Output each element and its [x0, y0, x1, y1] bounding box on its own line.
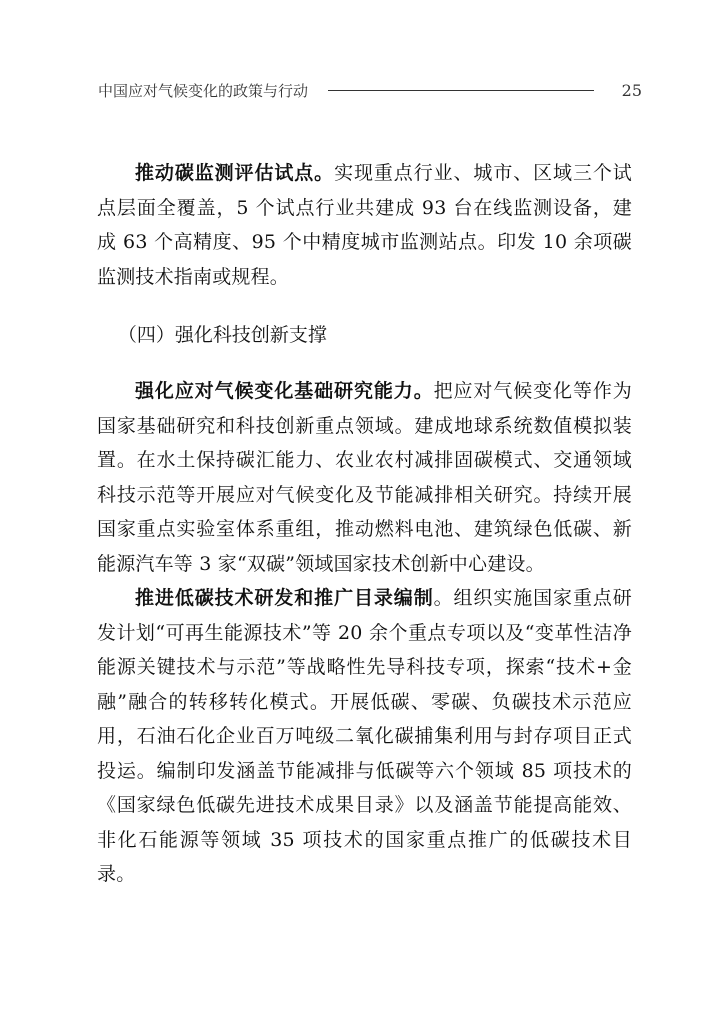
paragraph-low-carbon-tech [97, 581, 632, 892]
running-header-title: 中国应对气候变化的政策与行动 [98, 81, 309, 100]
paragraph-body: 把应对气候变化等作为国家基础研究和科技创新重点领域。建成地球系统数值模拟装置。在水土保持碳汇能力、农业农村减排固碳模式、交通领域科技示范等开展应对气候变化及节能减排相关研究。持续开展国家重点实验室体系重组，推动燃料电池、建筑绿色低碳、新能源汽车等 3 家“双碳”领域国家技术创新中心建设。 [97, 380, 632, 575]
paragraph-lead: 推动碳监测评估试点。 [135, 162, 335, 184]
page-body [97, 156, 632, 892]
paragraph-basic-research [97, 374, 632, 581]
running-header [98, 78, 642, 102]
paragraph-body: 。组织实施国家重点研发计划“可再生能源技术”等 20 余个重点专项以及“变革性洁净能源关键技术与示范”等战略性先导科技专项，探索“技术+金融”融合的转移转化模式。开展低碳、零碳、负碳技术示范应用，石油石化企业百万吨级二氧化碳捕集利用与封存项目正式投运。编制印发涵盖节能减排与低碳等六个领域 85 项技术的《国家绿色低碳先进技术成果目录》以及涵盖节能提高能效、非化石能源等领域 35 项技术的国家重点推广的低碳技术目录。 [97, 587, 632, 885]
section-heading: （四）强化科技创新支撑 [117, 324, 327, 346]
paragraph-lead: 推进低碳技术研发和推广目录编制 [135, 587, 434, 609]
paragraph-carbon-monitoring [97, 156, 632, 294]
paragraph-body: 实现重点行业、城市、区域三个试点层面全覆盖，5 个试点行业共建成 93 台在线监测设备，建成 63 个高精度、95 个中精度城市监测站点。印发 10 余项碳监测技术指南或规程。 [97, 162, 632, 288]
page-number: 25 [621, 80, 642, 100]
header-rule [328, 90, 594, 91]
paragraph-lead: 强化应对气候变化基础研究能力。 [135, 380, 434, 402]
